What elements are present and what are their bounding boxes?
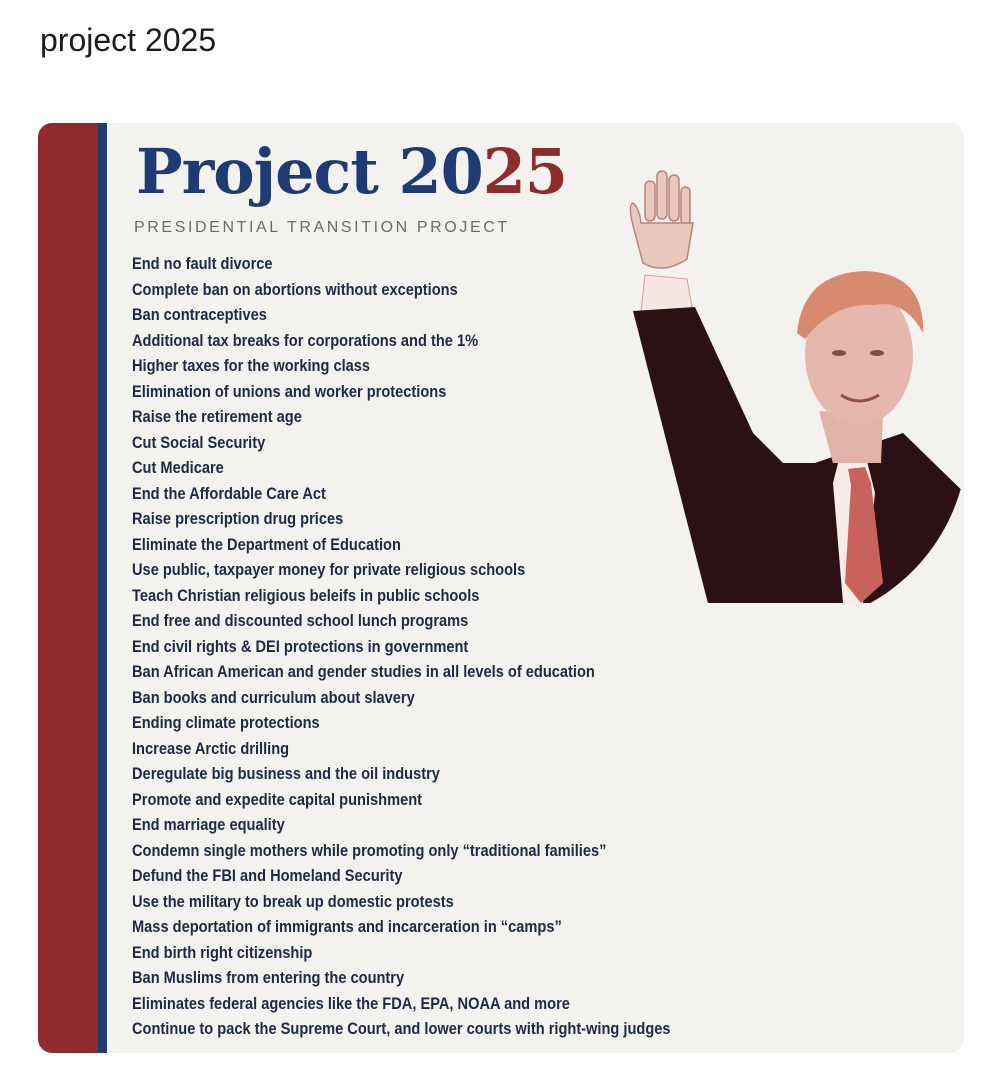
card-title xyxy=(136,135,567,208)
list-item: End the Affordable Care Act xyxy=(132,483,326,503)
list-item: Ban books and curriculum about slavery xyxy=(132,687,415,707)
list-item: Use the military to break up domestic protests xyxy=(132,891,454,911)
list-item: Elimination of unions and worker protections xyxy=(132,381,447,401)
list-item: Promote and expedite capital punishment xyxy=(132,789,423,809)
post-caption: project 2025 xyxy=(40,22,217,58)
list-item: Raise prescription drug prices xyxy=(132,509,344,528)
blue-stripe xyxy=(98,123,107,1053)
list-item: End birth right citizenship xyxy=(132,942,313,962)
card-subtitle: PRESIDENTIAL TRANSITION PROJECT xyxy=(134,219,510,236)
list-item: Eliminates federal agencies like the FDA, EPA, NOAA and more xyxy=(132,993,570,1013)
title-main: Project 20 xyxy=(136,135,483,208)
list-item: Teach Christian religious beleifs in public schools xyxy=(132,585,480,605)
list-item: Defund the FBI and Homeland Security xyxy=(132,866,403,885)
list-item: Ending climate protections xyxy=(132,713,320,732)
list-item: Complete ban on abortions without exceptions xyxy=(132,279,458,299)
list-item: End marriage equality xyxy=(132,815,285,834)
list-item: Continue to pack the Supreme Court, and lower courts with right-wing judges xyxy=(132,1019,671,1038)
list-item: Cut Medicare xyxy=(132,458,224,477)
raised-hand xyxy=(630,171,693,268)
list-item: End civil rights & DEI protections in government xyxy=(132,636,469,656)
list-item: End no fault divorce xyxy=(132,254,273,273)
title-accent: 25 xyxy=(482,135,568,208)
project-2025-card xyxy=(38,123,964,1053)
list-item: Deregulate big business and the oil industry xyxy=(132,764,440,783)
list-item: Ban contraceptives xyxy=(132,305,267,324)
list-item: Increase Arctic drilling xyxy=(132,738,290,758)
head xyxy=(797,271,923,425)
list-item: Ban African American and gender studies in all levels of education xyxy=(132,662,595,681)
list-item: Higher taxes for the working class xyxy=(132,356,371,375)
shirt-cuff xyxy=(641,275,693,313)
suit-jacket xyxy=(633,307,963,603)
list-item: Condemn single mothers while promoting only “traditional families” xyxy=(132,840,607,860)
list-item: Eliminate the Department of Education xyxy=(132,534,401,554)
list-item: Mass deportation of immigrants and incarceration in “camps” xyxy=(132,917,562,936)
list-item: Additional tax breaks for corporations and the 1% xyxy=(132,330,479,350)
list-item: Raise the retirement age xyxy=(132,407,302,426)
list-item: Ban Muslims from entering the country xyxy=(132,968,405,987)
list-item: Use public, taxpayer money for private religious schools xyxy=(132,560,526,579)
list-item: Cut Social Security xyxy=(132,432,266,452)
portrait-photo xyxy=(583,163,963,603)
list-item: End free and discounted school lunch programs xyxy=(132,611,469,630)
red-stripe xyxy=(38,123,98,1053)
